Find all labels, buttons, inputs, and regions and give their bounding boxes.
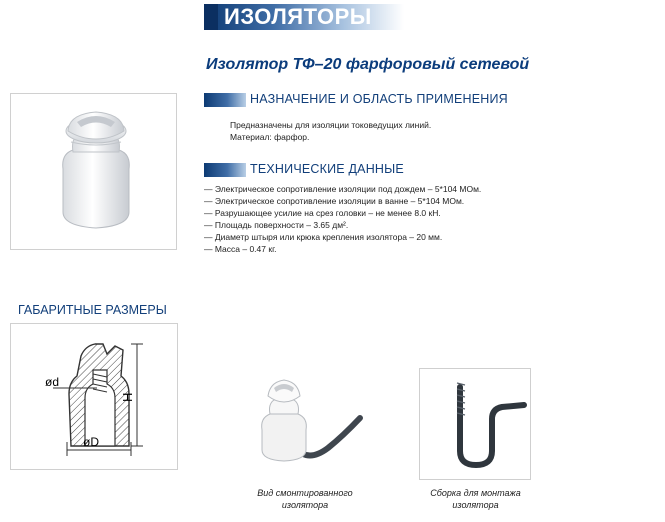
header-accent-bar <box>204 4 218 30</box>
mounted-caption <box>240 487 370 511</box>
assembly-photo <box>419 368 531 480</box>
caption-line: изолятора <box>281 500 329 510</box>
spec-item: — Электрическое сопротивление изоляции в ванне – 5*104 МОм. <box>204 195 465 206</box>
caption-line: изолятора <box>452 500 499 510</box>
spec-item: — Площадь поверхности – 3.65 дм². <box>204 219 349 230</box>
dimensions-drawing <box>10 323 178 470</box>
section-bar <box>204 163 246 177</box>
spec-item: — Электрическое сопротивление изоляции под дождем – 5*104 МОм. <box>204 184 482 194</box>
product-title: Изолятор ТФ–20 фарфоровый сетевой <box>206 56 530 73</box>
dim-d-label: ød <box>45 375 60 389</box>
purpose-line: Материал: фарфор. <box>230 131 310 142</box>
page-header-title: ИЗОЛЯТОРЫ <box>224 4 372 29</box>
purpose-text <box>230 120 431 143</box>
spec-item: — Диаметр штыря или крюка крепления изолятора – 20 мм. <box>204 231 443 242</box>
hook-pin-illustration <box>420 369 530 479</box>
spec-item: — Разрушающее усилие на срез головки – не менее 8.0 кН. <box>204 207 441 218</box>
purpose-heading-label: НАЗНАЧЕНИЕ И ОБЛАСТЬ ПРИМЕНЕНИЯ <box>250 92 508 106</box>
mounted-insulator-photo <box>248 368 363 478</box>
purpose-line: Предназначены для изоляции токоведущих линий. <box>230 120 432 130</box>
specs-list <box>204 184 481 255</box>
dim-h-label: H <box>120 392 135 402</box>
dim-D-label: øD <box>83 435 99 449</box>
insulator-cross-section-icon <box>11 324 177 469</box>
mounted-insulator-illustration <box>248 368 363 478</box>
specs-heading <box>204 163 504 179</box>
product-photo <box>10 93 177 250</box>
insulator-illustration <box>11 94 176 249</box>
section-bar <box>204 93 246 107</box>
caption-line: Вид смонтированного <box>257 488 353 498</box>
dimensions-heading: ГАБАРИТНЫЕ РАЗМЕРЫ <box>18 303 167 317</box>
assembly-caption <box>408 487 543 511</box>
spec-item: — Масса – 0.47 кг. <box>204 243 277 254</box>
caption-line: Сборка для монтажа <box>430 488 521 498</box>
specs-heading-label: ТЕХНИЧЕСКИЕ ДАННЫЕ <box>250 162 404 176</box>
purpose-heading <box>204 92 508 109</box>
